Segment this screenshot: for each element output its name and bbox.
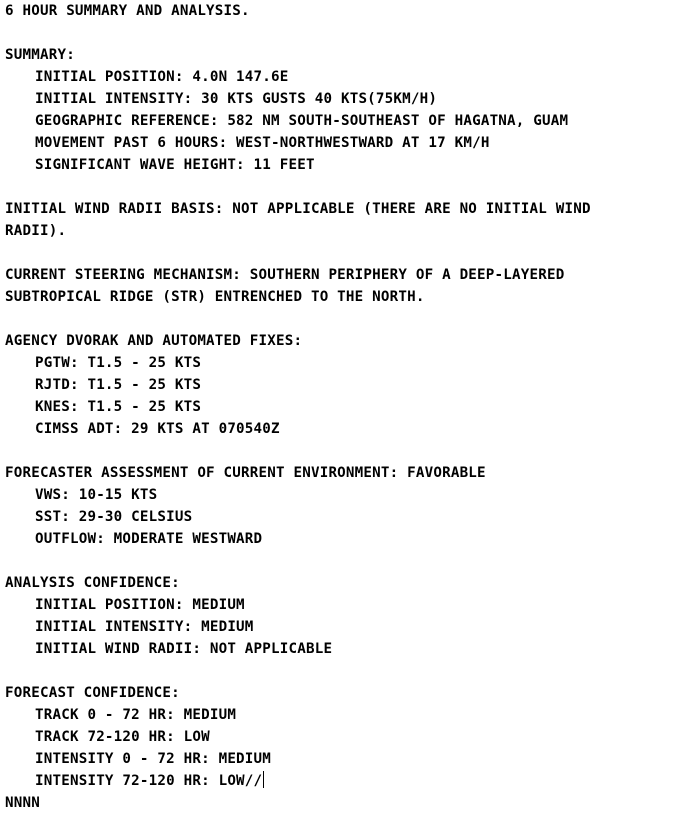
analysis-initial-position: INITIAL POSITION: MEDIUM bbox=[35, 597, 245, 613]
wind-radii-line-2: RADII). bbox=[5, 223, 67, 239]
environment-outflow: OUTFLOW: MODERATE WESTWARD bbox=[35, 531, 263, 547]
environment-vws: VWS: 10-15 KTS bbox=[35, 487, 158, 503]
summary-wave-height: SIGNIFICANT WAVE HEIGHT: 11 FEET bbox=[35, 157, 315, 173]
forecast-track-72-120: TRACK 72-120 HR: LOW bbox=[35, 729, 210, 745]
blank-line bbox=[5, 308, 681, 330]
text-cursor bbox=[263, 771, 264, 788]
steering-line-1: CURRENT STEERING MECHANISM: SOUTHERN PERIPHERY OF A DEEP-LAYERED bbox=[5, 267, 565, 283]
summary-initial-intensity: INITIAL INTENSITY: 30 KTS GUSTS 40 KTS(75KM/H) bbox=[35, 91, 438, 107]
forecast-track-0-72: TRACK 0 - 72 HR: MEDIUM bbox=[35, 707, 237, 723]
fix-pgtw: PGTW: T1.5 - 25 KTS bbox=[35, 355, 202, 371]
fix-cimss-adt: CIMSS ADT: 29 KTS AT 070540Z bbox=[35, 421, 280, 437]
forecast-intensity-72-120: INTENSITY 72-120 HR: LOW// bbox=[35, 773, 263, 789]
blank-line bbox=[5, 660, 681, 682]
forecast-intensity-72-120-row bbox=[5, 770, 681, 792]
end-marker: NNNN bbox=[5, 795, 40, 811]
summary-initial-position: INITIAL POSITION: 4.0N 147.6E bbox=[35, 69, 289, 85]
analysis-confidence-heading: ANALYSIS CONFIDENCE: bbox=[5, 575, 180, 591]
blank-line bbox=[5, 22, 681, 44]
forecast-intensity-0-72: INTENSITY 0 - 72 HR: MEDIUM bbox=[35, 751, 272, 767]
wind-radii-line-1: INITIAL WIND RADII BASIS: NOT APPLICABLE (THERE ARE NO INITIAL WIND bbox=[5, 201, 591, 217]
environment-heading: FORECASTER ASSESSMENT OF CURRENT ENVIRONMENT: FAVORABLE bbox=[5, 465, 486, 481]
environment-sst: SST: 29-30 CELSIUS bbox=[35, 509, 193, 525]
summary-movement: MOVEMENT PAST 6 HOURS: WEST-NORTHWESTWARD AT 17 KM/H bbox=[35, 135, 490, 151]
blank-line bbox=[5, 242, 681, 264]
forecast-confidence-heading: FORECAST CONFIDENCE: bbox=[5, 685, 180, 701]
fix-knes: KNES: T1.5 - 25 KTS bbox=[35, 399, 202, 415]
analysis-initial-wind-radii: INITIAL WIND RADII: NOT APPLICABLE bbox=[35, 641, 333, 657]
fixes-heading: AGENCY DVORAK AND AUTOMATED FIXES: bbox=[5, 333, 303, 349]
summary-geographic-reference: GEOGRAPHIC REFERENCE: 582 NM SOUTH-SOUTHEAST OF HAGATNA, GUAM bbox=[35, 113, 569, 129]
document-title: 6 HOUR SUMMARY AND ANALYSIS. bbox=[5, 3, 250, 19]
steering-line-2: SUBTROPICAL RIDGE (STR) ENTRENCHED TO THE NORTH. bbox=[5, 289, 425, 305]
bulletin-document bbox=[5, 0, 681, 814]
analysis-initial-intensity: INITIAL INTENSITY: MEDIUM bbox=[35, 619, 254, 635]
summary-heading: SUMMARY: bbox=[5, 47, 75, 63]
blank-line bbox=[5, 550, 681, 572]
blank-line bbox=[5, 176, 681, 198]
fix-rjtd: RJTD: T1.5 - 25 KTS bbox=[35, 377, 202, 393]
blank-line bbox=[5, 440, 681, 462]
